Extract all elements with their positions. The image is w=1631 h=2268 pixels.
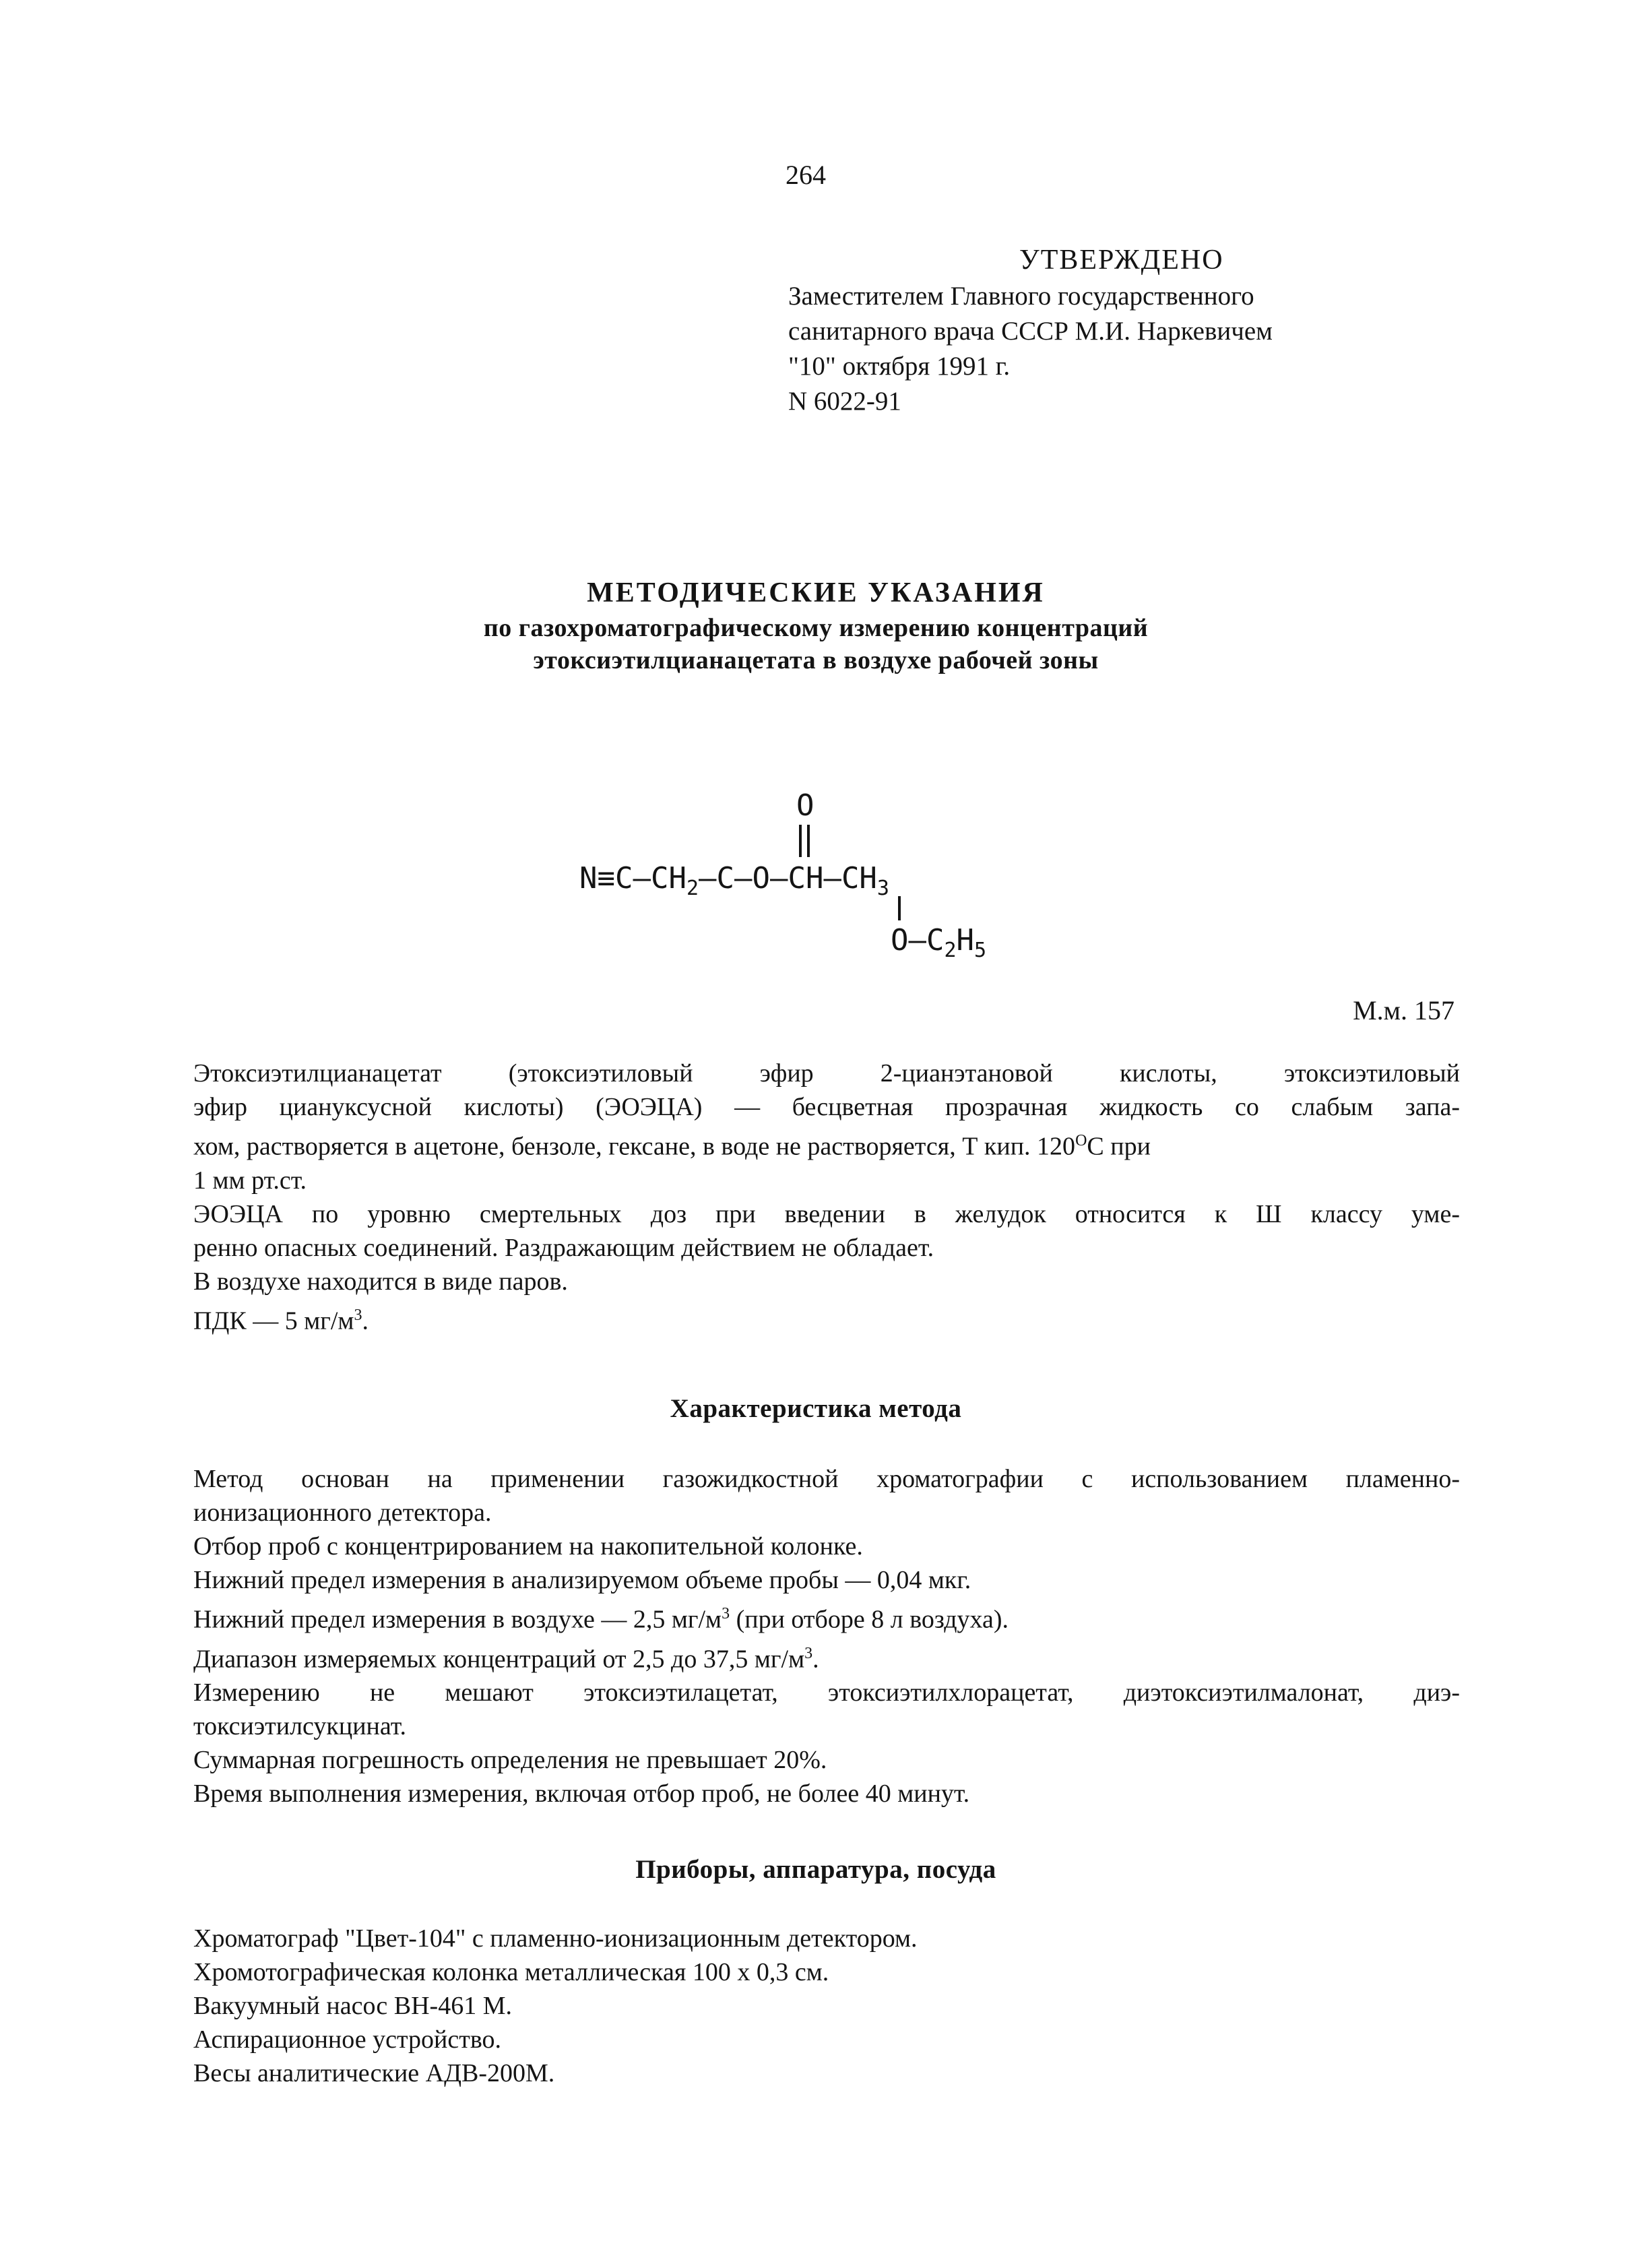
text-fragment: . [362, 1306, 369, 1335]
text-line: ренно опасных соединений. Раздражающим действием не обладает. [193, 1233, 934, 1262]
superscript: O [1075, 1132, 1087, 1149]
superscript: 3 [722, 1605, 730, 1623]
text-line: ЭОЭЦА по уровню смертельных доз при введении в желудок относится к Ш классу уме- [193, 1199, 1460, 1228]
text-fragment: Диапазон измеряемых концентраций от 2,5 до 37,5 мг/м [193, 1645, 805, 1674]
list-item: Аспирационное устройство. [193, 2025, 502, 2054]
formula-subscript: 5 [974, 939, 987, 962]
superscript: 3 [354, 1306, 362, 1324]
page-number: 264 [786, 160, 826, 190]
text-fragment: ПДК — 5 мг/м [193, 1306, 354, 1335]
text-fragment: (при отборе 8 л воздуха). [730, 1605, 1009, 1634]
intro-paragraph [193, 1057, 1460, 1337]
text-line: Метод основан на применении газожидкостной хроматографии с использованием пламенно- [193, 1465, 1460, 1493]
approval-line: "10" октября 1991 г. [788, 352, 1011, 381]
list-item: Весы аналитические АДВ-200М. [193, 2059, 555, 2087]
text-line: ионизационного детектора. [193, 1499, 492, 1527]
equipment-list [193, 1922, 1460, 2090]
text-line: Отбор проб с концентрированием на накопительной колонке. [193, 1532, 863, 1561]
svg-text:O—C2H5 [891, 923, 986, 962]
formula-subscript: 2 [944, 939, 957, 962]
text-line: токсиэтилсукцинат. [193, 1712, 407, 1741]
text-line: Этоксиэтилцианацетат (этоксиэтиловый эфир 2-цианэтановой кислоты, этоксиэтиловый [193, 1059, 1460, 1088]
text-line: Нижний предел измерения в анализируемом объеме пробы — 0,04 мкг. [193, 1566, 971, 1594]
formula-carbonyl-oxygen: O [796, 788, 814, 823]
approval-number: N 6022-91 [788, 387, 901, 416]
structural-formula [579, 788, 1064, 967]
text-line [193, 1637, 1460, 1676]
text-line: Время выполнения измерения, включая отбор проб, не более 40 минут. [193, 1779, 970, 1808]
text-fragment: . [812, 1645, 819, 1674]
title-main: МЕТОДИЧЕСКИЕ УКАЗАНИЯ [587, 577, 1045, 608]
formula-branch: H [956, 923, 975, 957]
molar-mass: М.м. 157 [1353, 995, 1454, 1026]
text-line [193, 1298, 1460, 1338]
formula-subscript: 2 [686, 877, 699, 900]
superscript: 3 [804, 1644, 813, 1662]
text-line: Измерению не мешают этоксиэтилацетат, этоксиэтилхлорацетат, диэтоксиэтилмалонат, диэ- [193, 1678, 1460, 1707]
svg-text:N≡C—CH2—C—O—CH—CH3 [579, 861, 889, 900]
formula-branch: O—C [891, 923, 945, 957]
approval-title: УТВЕРЖДЕНО [1019, 245, 1224, 276]
text-line: В воздухе находится в виде паров. [193, 1267, 568, 1296]
approval-block [788, 241, 1462, 419]
formula-subscript: 3 [876, 877, 889, 900]
list-item: Хромотографическая колонка металлическая 100 х 0,3 см. [193, 1958, 829, 1986]
method-characteristics [193, 1462, 1460, 1810]
title-subtitle: по газохроматографическому измерению концентраций [483, 614, 1149, 642]
approval-line: санитарного врача СССР М.И. Наркевичем [788, 317, 1273, 346]
text-line [193, 1124, 1460, 1164]
list-item: Хроматограф "Цвет-104" с пламенно-ионизационным детектором. [193, 1924, 918, 1953]
text-line [193, 1597, 1460, 1637]
text-fragment: хом, растворяется в ацетоне, бензоле, гексане, в воде не растворяется, Т кип. 120 [193, 1132, 1076, 1161]
section-heading: Приборы, аппаратура, посуда [635, 1855, 996, 1884]
section-heading: Характеристика метода [670, 1394, 962, 1423]
approval-line: Заместителем Главного государственного [788, 282, 1254, 311]
title-subtitle: этоксиэтилцианацетата в воздухе рабочей зоны [533, 646, 1099, 674]
text-line: Суммарная погрешность определения не превышает 20%. [193, 1746, 827, 1775]
text-fragment: С при [1087, 1132, 1151, 1161]
formula-backbone: N≡C—CH [579, 861, 686, 895]
text-line: эфир циануксусной кислоты) (ЭОЭЦА) — бесцветная прозрачная жидкость со слабым запа- [193, 1093, 1460, 1121]
list-item: Вакуумный насос ВН-461 М. [193, 1992, 512, 2020]
text-line: 1 мм рт.ст. [193, 1166, 307, 1195]
document-title [269, 574, 1362, 676]
text-fragment: Нижний предел измерения в воздухе — 2,5 мг/м [193, 1605, 722, 1634]
formula-backbone: —C—O—CH—CH [699, 861, 877, 895]
